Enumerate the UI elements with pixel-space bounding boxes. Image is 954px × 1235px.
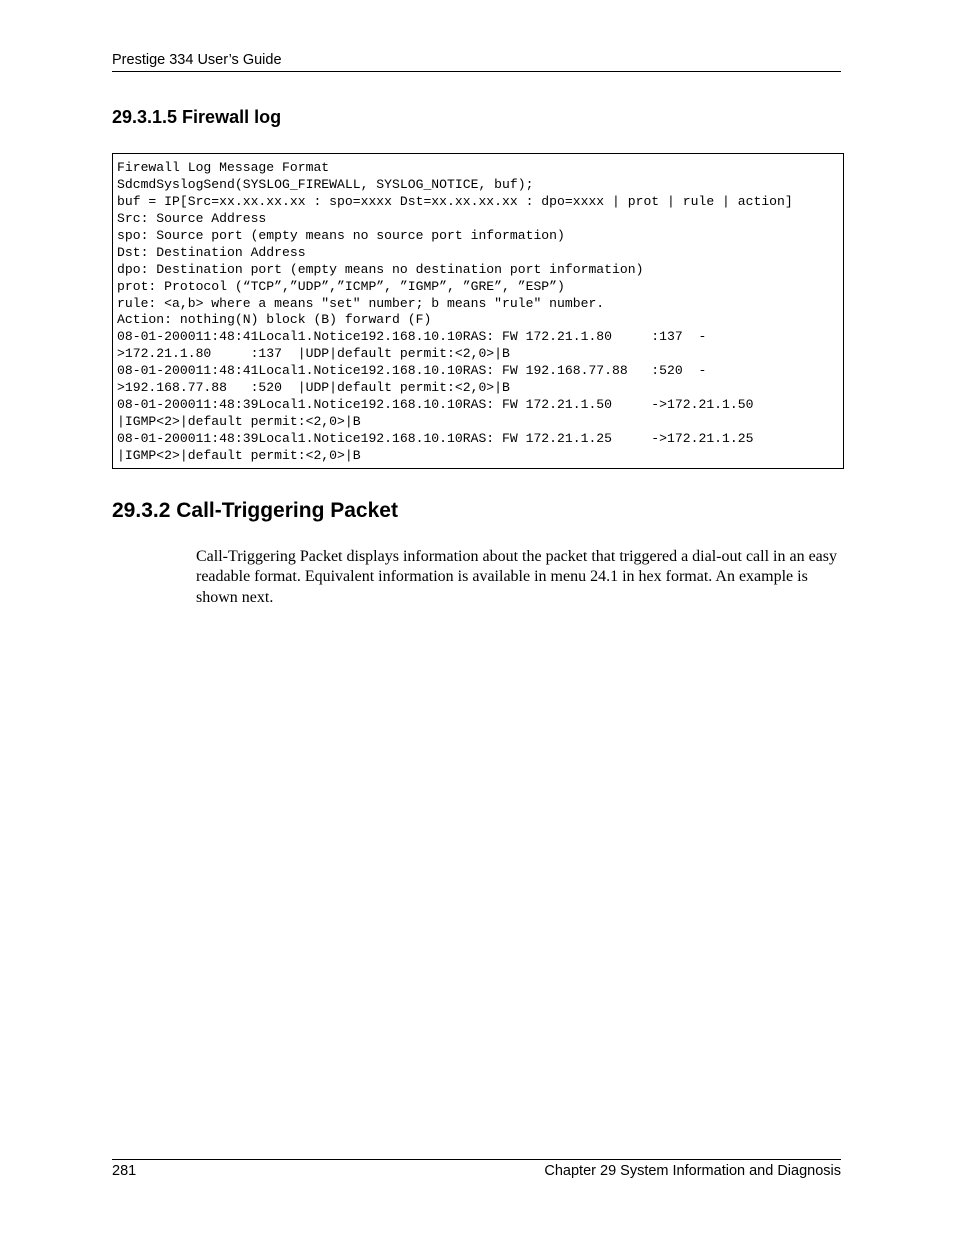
- code-line: spo: Source port (empty means no source port information): [117, 227, 565, 243]
- firewall-log-code-block: [112, 153, 844, 469]
- guide-title: Prestige 334 User’s Guide: [112, 52, 282, 68]
- code-line: |IGMP<2>|default permit:<2,0>|B: [117, 447, 361, 463]
- code-line: rule: <a,b> where a means "set" number; b means "rule" number.: [117, 295, 605, 311]
- code-line: Action: nothing(N) block (B) forward (F): [117, 312, 432, 328]
- code-line: >172.21.1.80 :137 |UDP|default permit:<2,0>|B: [117, 346, 510, 362]
- code-line: 08-01-200011:48:39Local1.Notice192.168.10.10RAS: FW 172.21.1.25 ->172.21.1.25: [117, 431, 754, 446]
- chapter-title: Chapter 29 System Information and Diagnosis: [544, 1163, 841, 1179]
- code-line: prot: Protocol (“TCP”,”UDP”,”ICMP”, ”IGMP”, ”GRE”, ”ESP”): [117, 278, 565, 294]
- page-header: [112, 51, 841, 72]
- code-line: Dst: Destination Address: [117, 244, 306, 260]
- code-line: dpo: Destination port (empty means no destination port information): [117, 261, 644, 277]
- code-line: Src: Source Address: [117, 210, 267, 226]
- code-line: 08-01-200011:48:41Local1.Notice192.168.10.10RAS: FW 192.168.77.88 :520 -: [117, 363, 707, 379]
- code-line: buf = IP[Src=xx.xx.xx.xx : spo=xxxx Dst=xx.xx.xx.xx : dpo=xxxx | prot | rule | action]: [117, 193, 793, 209]
- code-line: >192.168.77.88 :520 |UDP|default permit:<2,0>|B: [117, 380, 510, 396]
- code-line: 08-01-200011:48:41Local1.Notice192.168.10.10RAS: FW 172.21.1.80 :137 -: [117, 329, 707, 345]
- section-heading: 29.3.2 Call-Triggering Packet: [112, 499, 398, 522]
- code-line: 08-01-200011:48:39Local1.Notice192.168.10.10RAS: FW 172.21.1.50 ->172.21.1.50: [117, 397, 754, 413]
- code-line: Firewall Log Message Format: [117, 160, 330, 175]
- body-paragraph: Call-Triggering Packet displays information about the packet that triggered a dial-out call in an easy readable format. Equivalent information is available in menu 24.1 in hex format. An example is shown next.: [196, 548, 838, 606]
- code-line: |IGMP<2>|default permit:<2,0>|B: [117, 414, 361, 430]
- page-number: 281: [112, 1163, 137, 1179]
- page-footer: [112, 1159, 841, 1182]
- subsection-heading: 29.3.1.5 Firewall log: [112, 107, 282, 127]
- code-line: SdcmdSyslogSend(SYSLOG_FIREWALL, SYSLOG_NOTICE, buf);: [117, 176, 534, 192]
